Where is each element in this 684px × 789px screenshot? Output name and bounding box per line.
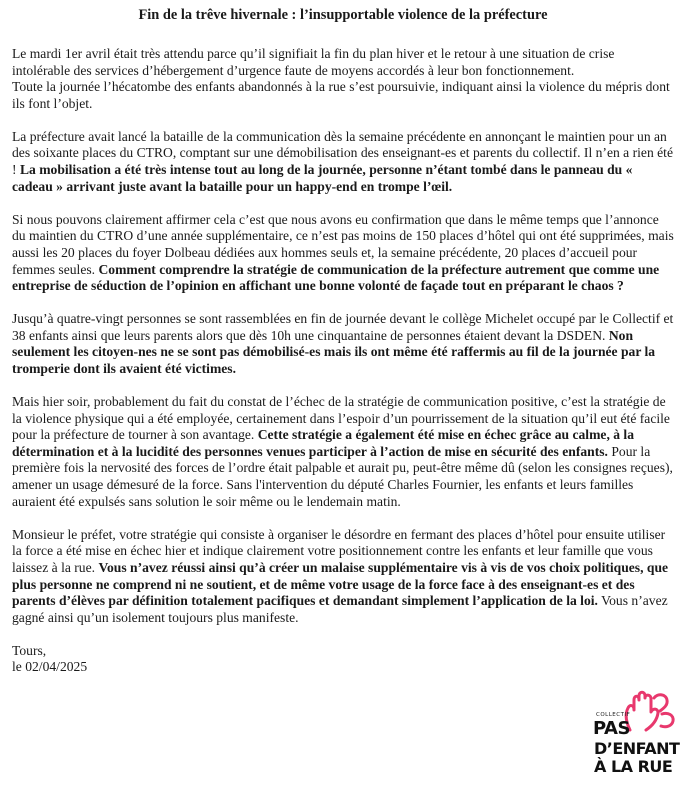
paragraph-4-text: Jusqu’à quatre-vingt personnes se sont rassemblées en fin de journée devant le collège Michelet occupé par le Collectif et 38 enfants ainsi que leurs parents alors que dès 10h une cinquantaine de personnes étaient devant la DSDEN. <box>12 311 674 343</box>
paragraph-6-after: Vous n’avez gagné ainsi qu’un isolement toujours plus manifeste. <box>12 593 668 625</box>
paragraph-2 <box>12 129 674 195</box>
paragraph-6 <box>12 527 674 627</box>
logo-line-3: À LA RUE <box>594 757 673 776</box>
paragraph-5-bold: Cette stratégie a également été mise en échec grâce au calme, à la détermination et à la lucidité des personnes venues participer à l’action de mise en sécurité des enfants. <box>12 427 635 459</box>
paragraph-3-bold: Comment comprendre la stratégie de communication de la préfecture autrement que comme une entreprise de séduction de l’opinion en affichant une bonne volonté de façade tout en préparant le chaos ? <box>12 261 660 294</box>
paragraph-1-line-1: Le mardi 1er avril était très attendu parce qu’il signifiait la fin du plan hiver et le retour à une situation de crise intolérable des services d’hébergement d’urgence faute de moyens accordés à leur bon fonctionnement. <box>12 46 615 78</box>
signature <box>12 643 674 676</box>
document <box>12 6 674 676</box>
paragraph-2-text: La préfecture avait lancé la bataille de la communication dès la semaine précédente en annonçant le maintien pour un an des soixante places du CTRO, comptant sur une démobilisation des enseignant-es et parents du collectif. Il n’en a rien été ! <box>12 128 673 178</box>
logo-line-2: D’ENFANT <box>594 739 680 758</box>
paragraph-5 <box>12 394 674 510</box>
logo-small-text: COLLECTIF <box>596 712 631 718</box>
paragraph-2-bold: La mobilisation a été très intense tout au long de la journée, personne n’étant tombé dans le panneau du « cadeau » arrivant juste avant la bataille pour un happy-end en trompe l’œil. <box>12 162 633 194</box>
paragraph-5-text: Mais hier soir, probablement du fait du constat de l’échec de la stratégie de communication positive, c’est la stratégie de la violence physique qui a été employée, certainement dans l’espoir d’un pourrissement de la situation qu’il eut été facile pour la préfecture de tourner à son avantage. <box>12 394 670 443</box>
document-title: Fin de la trêve hivernale : l’insupportable violence de la préfecture <box>138 7 548 23</box>
paragraph-5-after: Pour la première fois la nervosité des forces de l’ordre était palpable et aurait pu, peut-être même dû (selon les consignes reçues), amener un usage démesuré de la force. Sans l'intervention du député Charles Fournier, les enfants et leurs familles auraient été expulsés sans solution le soir même ou le lendemain matin. <box>12 443 673 509</box>
paragraph-1 <box>12 46 674 112</box>
paragraph-3-text: Si nous pouvons clairement affirmer cela c’est que nous avons eu confirmation que dans le même temps que l’annonce du maintien du CTRO d’une année supplémentaire, ce n’est pas moins de 150 places d’hôtel qui ont été supprimées, mais aussi les 20 places du foyer Dolbeau dédiées aux hommes seuls et, la semaine précédente, 20 places d’accueil pour femmes seules. <box>12 211 674 277</box>
hand-icon <box>622 690 678 734</box>
paragraph-6-text: Monsieur le préfet, votre stratégie qui consiste à organiser le désordre en fermant des places d’hôtel pour ensuite utiliser la force a été mise en échec hier et indique clairement votre positionnement contre les enfants et leur famille que vous laissez à la rue. <box>12 526 666 575</box>
logo-line-1: PAS <box>593 718 630 739</box>
collectif-logo <box>593 690 680 786</box>
paragraph-1-line-2: Toute la journée l’hécatombe des enfants abandonnés à la rue s’est poursuivie, indiquant ainsi la violence du mépris dont ils font l’objet. <box>12 79 670 111</box>
paragraph-6-bold: Vous n’avez réussi ainsi qu’à créer un malaise supplémentaire vis à vis de vos choix politiques, que plus personne ne comprend ni ne soutient, et de même votre usage de la force face à des enseignant-es et des parents d’élèves par définition totalement pacifiques et demandant simplement l’application de la loi. <box>12 559 669 609</box>
paragraph-3 <box>12 212 674 295</box>
paragraph-4 <box>12 311 674 377</box>
signature-date: le 02/04/2025 <box>12 659 88 675</box>
signature-location: Tours, <box>12 642 47 658</box>
paragraph-4-bold: Non seulement les citoyen-nes ne se sont pas démobilisé-es mais ils ont même été raffermis au fil de la journée par la tromperie dont ils avaient été victimes. <box>12 327 656 376</box>
